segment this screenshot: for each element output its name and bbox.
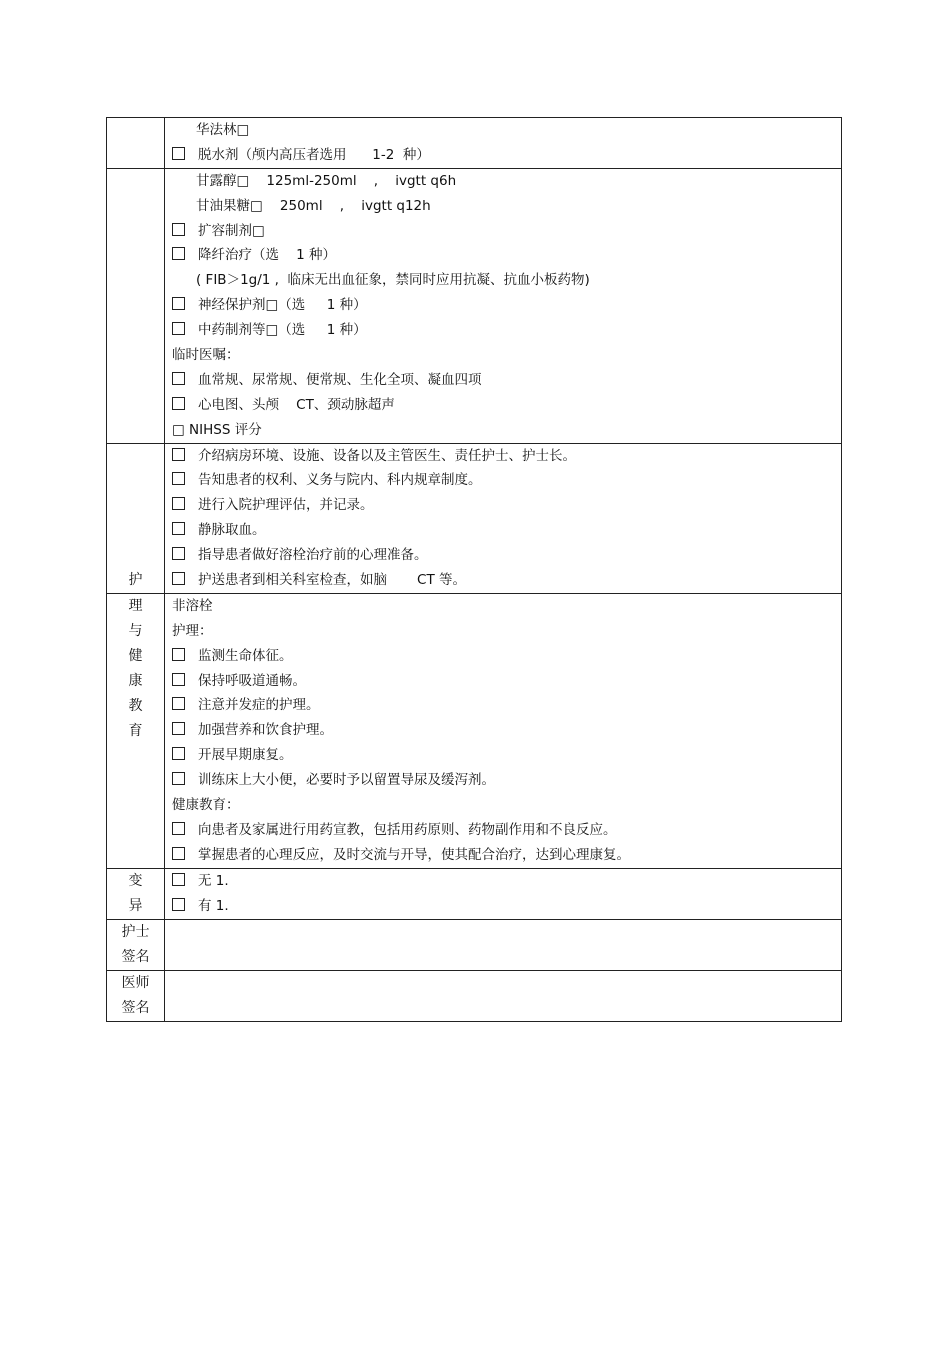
item-text: ( FIB＞1g/1 , 临床无出血征象，禁同时应用抗凝、抗血小板药物) [196, 272, 590, 289]
row-label-text: 护士 [121, 923, 150, 940]
row-label-cell [107, 593, 165, 868]
list-item [172, 468, 841, 493]
list-item [172, 568, 841, 593]
table-row [107, 970, 842, 1021]
item-text: 护理： [172, 622, 213, 639]
row-label-text: 异 [128, 897, 143, 914]
checkbox[interactable] [172, 522, 185, 535]
list-item [172, 393, 841, 418]
checkbox[interactable] [172, 822, 185, 835]
row-content-cell [165, 868, 842, 919]
checkbox[interactable] [172, 547, 185, 560]
checkbox[interactable] [172, 648, 185, 661]
checkbox[interactable] [172, 722, 185, 735]
checkbox[interactable] [172, 147, 185, 160]
list-item [172, 768, 841, 793]
item-text: 开展早期康复。 [198, 747, 293, 764]
row-label-text: 理 [128, 597, 143, 614]
checkbox[interactable] [172, 372, 185, 385]
item-text: 监测生命体征。 [198, 647, 293, 664]
checkbox[interactable] [172, 772, 185, 785]
item-text: 向患者及家属进行用药宣教，包括用药原则、药物副作用和不良反应。 [198, 821, 617, 838]
table-row [107, 919, 842, 970]
list-item [172, 718, 841, 743]
list-item [172, 219, 841, 244]
checkbox[interactable] [172, 847, 185, 860]
row-label-cell [107, 168, 165, 443]
row-label-text: 签名 [121, 948, 150, 965]
checkbox[interactable] [172, 747, 185, 760]
list-item [172, 418, 841, 443]
item-text: □ NIHSS 评分 [172, 421, 262, 438]
item-text: 进行入院护理评估，并记录。 [198, 497, 374, 514]
checkbox[interactable] [172, 572, 185, 585]
pathway-table-body [107, 118, 842, 1022]
row-label-text: 康 [128, 672, 143, 689]
list-item [172, 869, 841, 894]
row-label-text: 健 [128, 647, 143, 664]
checkbox[interactable] [172, 697, 185, 710]
list-item [172, 818, 841, 843]
list-item [172, 194, 841, 219]
item-text: 甘油果糖□ 250ml , ivgtt q12h [196, 197, 431, 214]
list-item [172, 644, 841, 669]
item-text: 血常规、尿常规、便常规、生化全项、凝血四项 [198, 371, 482, 388]
checkbox[interactable] [172, 497, 185, 510]
pathway-table [106, 117, 842, 1022]
row-label-text: 签名 [121, 999, 150, 1016]
row-label-text: 护 [128, 571, 143, 588]
item-text: 中药制剂等□（选 1 种） [198, 322, 367, 339]
item-text: 无 1. [198, 872, 229, 889]
item-text: 加强营养和饮食护理。 [198, 722, 333, 739]
item-text: 健康教育： [172, 797, 240, 814]
row-label-cell [107, 919, 165, 970]
table-row [107, 593, 842, 868]
list-item [172, 945, 841, 970]
item-text: 注意并发症的护理。 [198, 697, 320, 714]
row-label-text: 教 [128, 697, 143, 714]
list-item [172, 594, 841, 619]
list-item [172, 996, 841, 1021]
list-item [172, 444, 841, 469]
row-label-cell [107, 868, 165, 919]
table-row [107, 868, 842, 919]
item-text: 脱水剂（颅内高压者选用 1-2 种） [198, 146, 430, 163]
item-text: 心电图、头颅 CT、颈动脉超声 [198, 396, 395, 413]
checkbox[interactable] [172, 873, 185, 886]
checkbox[interactable] [172, 898, 185, 911]
row-label-text: 变 [128, 872, 143, 889]
list-item [172, 118, 841, 143]
row-content-cell [165, 168, 842, 443]
list-item [172, 971, 841, 996]
checkbox[interactable] [172, 448, 185, 461]
list-item [172, 268, 841, 293]
row-content-cell [165, 970, 842, 1021]
table-row [107, 168, 842, 443]
list-item [172, 318, 841, 343]
item-text: 介绍病房环境、设施、设备以及主管医生、责任护士、护士长。 [198, 447, 576, 464]
table-row [107, 443, 842, 593]
list-item [172, 843, 841, 868]
list-item [172, 143, 841, 168]
checkbox[interactable] [172, 673, 185, 686]
checkbox[interactable] [172, 297, 185, 310]
item-text: 护送患者到相关科室检查，如脑 CT 等。 [198, 572, 467, 589]
list-item [172, 243, 841, 268]
item-text: 华法林□ [196, 122, 250, 138]
row-label-text: 医师 [121, 974, 150, 991]
item-text: 非溶栓 [172, 597, 213, 614]
item-text: 静脉取血。 [198, 522, 266, 539]
item-text: 神经保护剂□（选 1 种） [198, 297, 367, 314]
item-text: 降纤治疗（选 1 种） [198, 247, 337, 264]
row-label-cell [107, 443, 165, 593]
row-label-cell [107, 970, 165, 1021]
item-text: 保持呼吸道通畅。 [198, 672, 306, 689]
item-text: 指导患者做好溶栓治疗前的心理准备。 [198, 547, 428, 564]
checkbox[interactable] [172, 397, 185, 410]
clinical-pathway-sheet [106, 117, 842, 1022]
checkbox[interactable] [172, 223, 185, 236]
list-item [172, 693, 841, 718]
row-content-cell [165, 919, 842, 970]
row-content-cell [165, 118, 842, 169]
list-item [172, 669, 841, 694]
list-item [172, 543, 841, 568]
list-item [172, 343, 841, 368]
list-item [172, 793, 841, 818]
list-item [172, 169, 841, 194]
row-label-cell [107, 118, 165, 169]
checkbox[interactable] [172, 247, 185, 260]
item-text: 训练床上大小便，必要时予以留置导尿及缓泻剂。 [198, 772, 495, 789]
item-text: 扩容制剂□ [198, 222, 265, 239]
list-item [172, 743, 841, 768]
row-label-text: 育 [128, 722, 143, 739]
checkbox[interactable] [172, 322, 185, 335]
list-item [172, 293, 841, 318]
item-text: 甘露醇□ 125ml-250ml , ivgtt q6h [196, 172, 457, 189]
list-item [172, 368, 841, 393]
list-item [172, 619, 841, 644]
list-item [172, 493, 841, 518]
item-text: 告知患者的权利、义务与院内、科内规章制度。 [198, 472, 482, 489]
table-row [107, 118, 842, 169]
list-item [172, 518, 841, 543]
row-label-text: 与 [128, 622, 143, 639]
list-item [172, 894, 841, 919]
row-content-cell [165, 443, 842, 593]
item-text: 掌握患者的心理反应，及时交流与开导，使其配合治疗，达到心理康复。 [198, 846, 630, 863]
row-content-cell [165, 593, 842, 868]
list-item [172, 920, 841, 945]
item-text: 有 1. [198, 897, 229, 914]
checkbox[interactable] [172, 472, 185, 485]
item-text: 临时医嘱： [172, 347, 240, 364]
